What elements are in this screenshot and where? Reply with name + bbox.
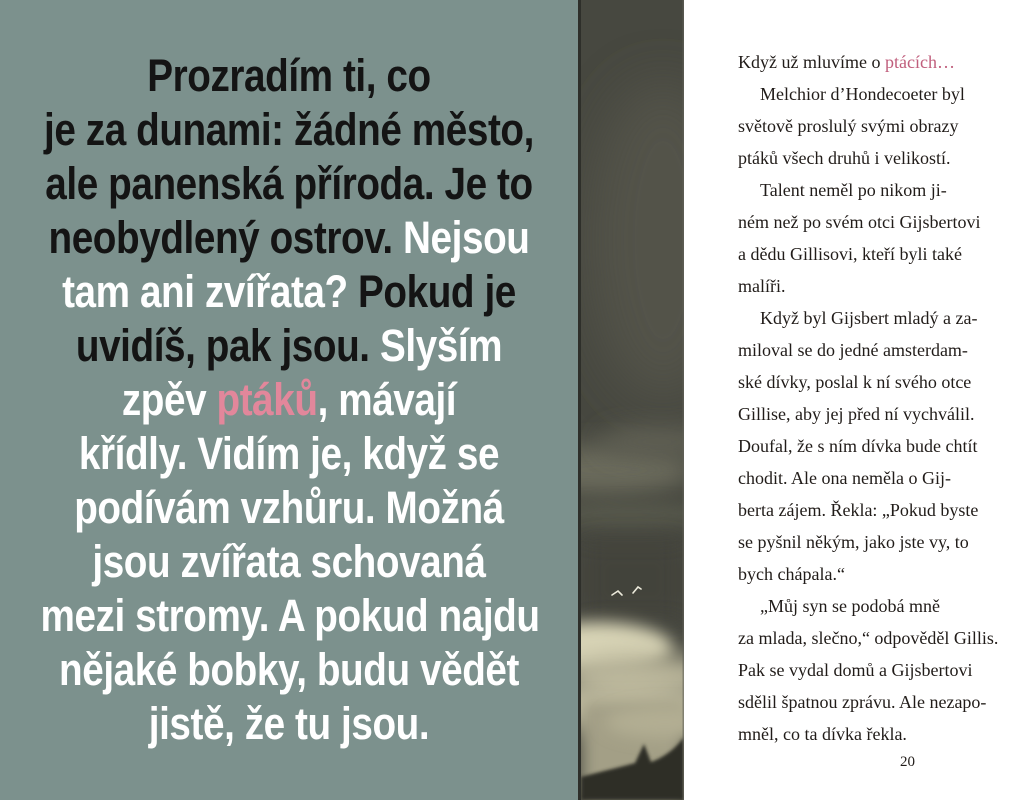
text-line [738, 718, 998, 750]
text-segment: ptácích… [884, 52, 955, 72]
text-segment: Gillise, aby jej před ní vychválil. [738, 404, 975, 424]
text-segment: chodit. Ale ona neměla o Gij- [738, 468, 951, 488]
text-segment: malíři. [738, 276, 786, 296]
text-segment: ném než po svém otci Gijsbertovi [738, 212, 981, 232]
text-line [738, 462, 998, 494]
text-segment: nějaké bobky, budu vědět [59, 644, 519, 695]
text-segment: uvidíš, pak jsou. [75, 320, 380, 371]
text-line [738, 142, 998, 174]
text-line [40, 157, 537, 211]
text-line [738, 46, 998, 78]
text-segment: ské dívky, poslal k ní svého otce [738, 372, 972, 392]
text-segment: berta zájem. Řekla: „Pokud byste [738, 500, 979, 520]
text-line [40, 103, 537, 157]
text-segment: miloval se do jedné amsterdam- [738, 340, 968, 360]
text-line [738, 238, 998, 270]
text-segment: Nejsou [403, 212, 530, 263]
text-line [40, 265, 537, 319]
text-line [40, 373, 537, 427]
text-segment: Slyším [379, 320, 503, 371]
text-segment: zpěv [121, 374, 217, 425]
text-line [40, 697, 537, 751]
text-line [40, 589, 540, 643]
text-line [40, 643, 537, 697]
text-line [738, 174, 998, 206]
headline-text [40, 49, 540, 751]
text-segment: je za dunami: žádné město, [44, 104, 534, 155]
text-segment: Prozradím ti, co [147, 50, 431, 101]
text-line [738, 494, 998, 526]
text-line [738, 334, 998, 366]
text-segment: bych chápala.“ [738, 564, 845, 584]
text-line [738, 78, 998, 110]
text-line [40, 427, 537, 481]
text-segment: Talent neměl po nikom ji- [760, 180, 947, 200]
text-segment: ptáků [216, 374, 318, 425]
text-segment: jistě, že tu jsou. [148, 698, 430, 749]
text-segment: ale panenská příroda. Je to [45, 158, 533, 209]
page-number: 20 [900, 754, 915, 770]
dark-sea-band [581, 540, 684, 620]
text-segment: Když byl Gijsbert mladý a za- [760, 308, 978, 328]
text-segment: křídly. Vidím je, když se [78, 428, 500, 479]
text-segment: tam ani zvířata? [62, 266, 359, 317]
text-segment: neobydlený ostrov. [48, 212, 404, 263]
text-line [40, 481, 537, 535]
text-line [738, 366, 998, 398]
text-line [738, 430, 998, 462]
text-line [738, 270, 998, 302]
text-line [738, 686, 998, 718]
text-segment: Pak se vydal domů a Gijsbertovi [738, 660, 973, 680]
text-line [738, 622, 998, 654]
text-segment: a dědu Gillisovi, kteří byli také [738, 244, 962, 264]
seascape-painting [578, 0, 684, 800]
text-segment: za mlada, slečno,“ odpověděl Gillis. [738, 628, 999, 648]
text-segment: Doufal, že s ním dívka bude chtít [738, 436, 978, 456]
text-segment: jsou zvířata schovaná [92, 536, 486, 587]
text-line [738, 398, 998, 430]
text-line [738, 526, 998, 558]
text-segment: podívám vzhůru. Možná [74, 482, 504, 533]
text-line [40, 319, 537, 373]
text-line [738, 590, 998, 622]
text-segment: sdělil špatnou zprávu. Ale nezapo- [738, 692, 987, 712]
text-segment: Když už mluvíme o [738, 52, 885, 72]
text-line [40, 49, 537, 103]
story-text [738, 46, 998, 750]
text-line [40, 535, 537, 589]
text-line [738, 110, 998, 142]
text-segment: mezi stromy. A pokud najdu [40, 590, 540, 641]
text-segment: „Můj syn se podobá mně [760, 596, 940, 616]
text-line [738, 558, 998, 590]
right-page [684, 0, 1029, 800]
text-segment: Melchior d’Hondecoeter byl [760, 84, 965, 104]
seascape-painting-image [581, 0, 684, 800]
text-segment: ptáků všech druhů i velikostí. [738, 148, 951, 168]
text-segment: se pyšnil někým, jako jste vy, to [738, 532, 969, 552]
text-segment: Pokud je [358, 266, 516, 317]
cloud-streak [581, 502, 684, 528]
text-segment: , mávají [317, 374, 457, 425]
text-line [738, 654, 998, 686]
text-line [738, 302, 998, 334]
text-line [738, 206, 998, 238]
text-segment: světově proslulý svými obrazy [738, 116, 959, 136]
text-segment: mněl, co ta dívka řekla. [738, 724, 907, 744]
text-line [40, 211, 537, 265]
